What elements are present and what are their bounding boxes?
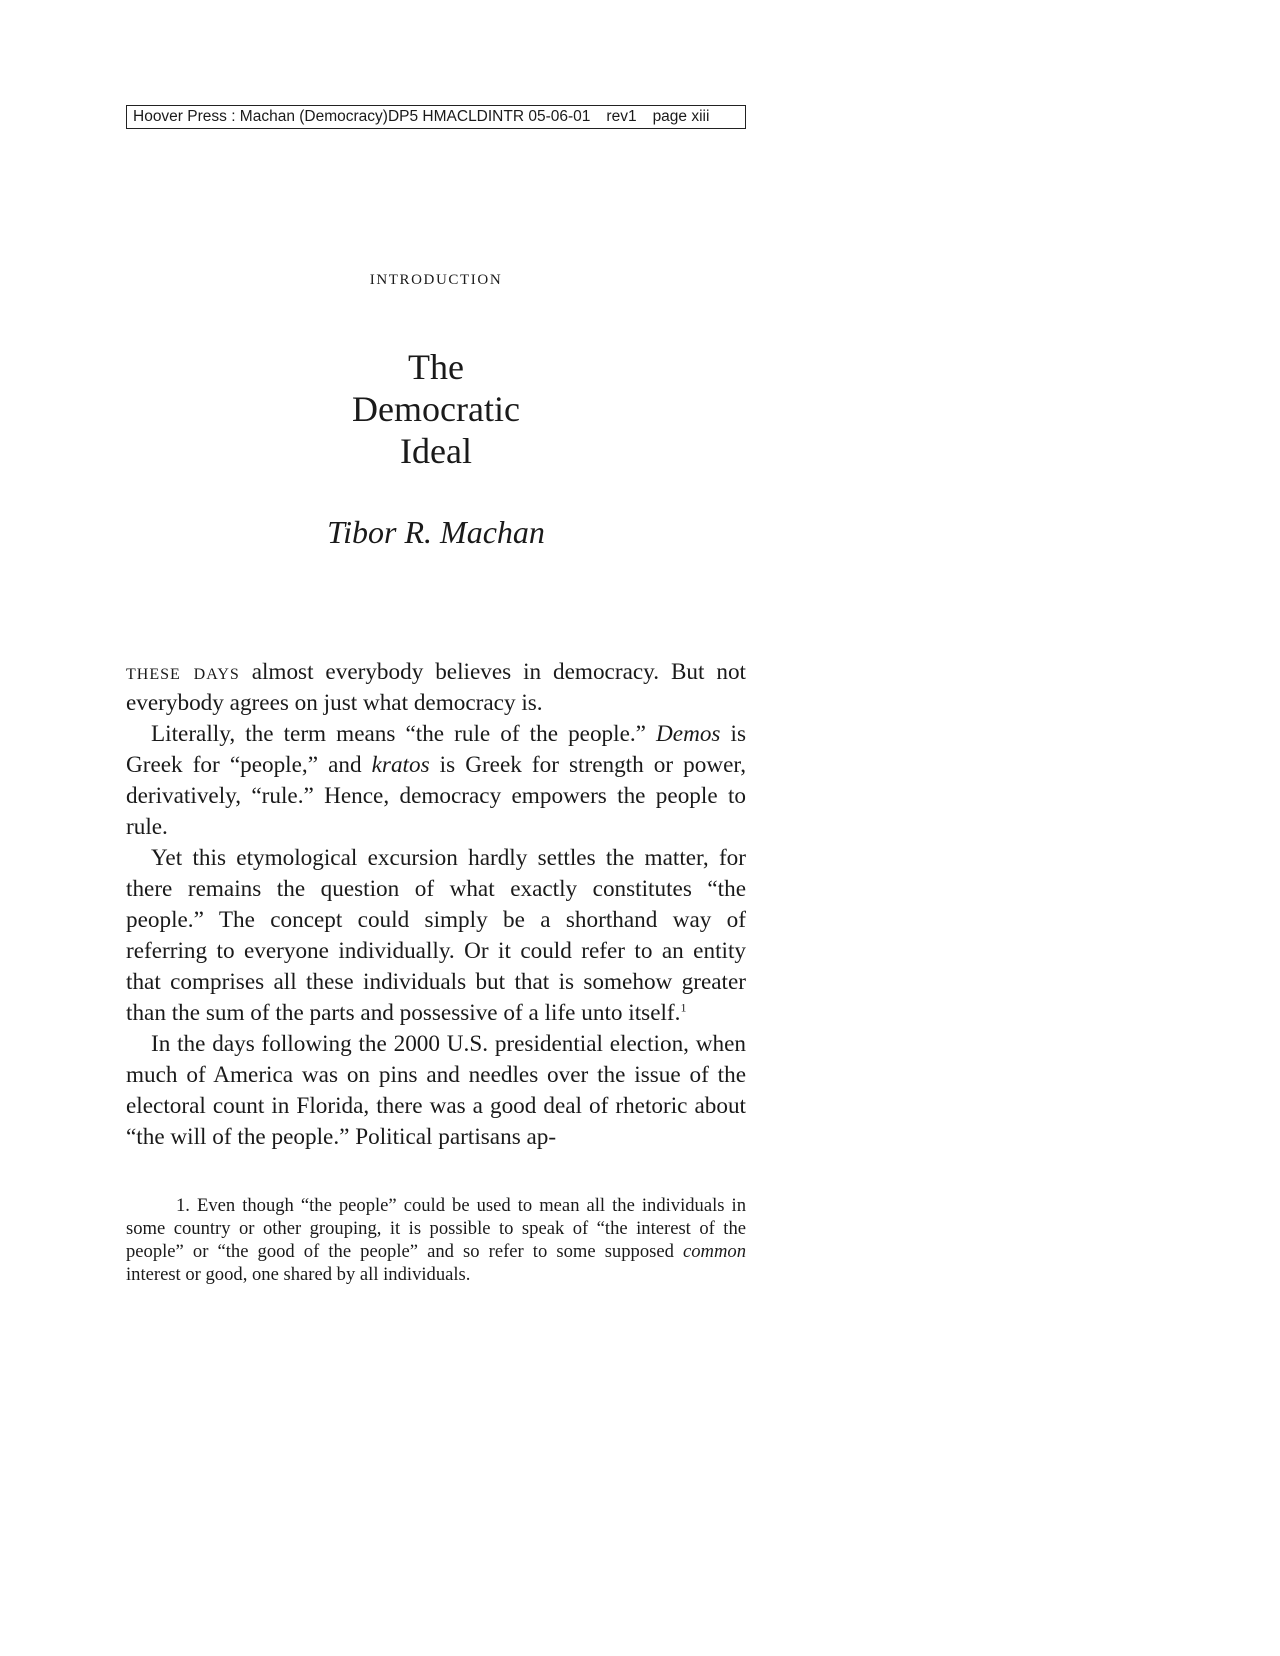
chapter-title-line: The <box>408 347 464 387</box>
header-page: page xiii <box>652 108 710 125</box>
footnote-text-part: 1. Even though “the people” could be used to mean all the individuals in some country or other grouping, it is possible to speak of “the interest of the people” or “the good of the people” and so refer to some supposed <box>126 1195 746 1262</box>
paragraph-text: Yet this etymological excursion hardly settles the matter, for there remains the question of what exactly constitutes “the people.” The concept could simply be a shorthand way of referring to everyone individually. Or it could refer to an entity that comprises all these individuals but that is somehow greater than the sum of the parts and possessive of a life unto itself. <box>126 845 746 1026</box>
paragraph <box>126 657 746 719</box>
paragraph <box>126 1029 746 1153</box>
footnote-text-part: interest or good, one shared by all individuals. <box>126 1264 471 1285</box>
chapter-title-line: Democratic <box>352 389 520 429</box>
footnote-text <box>126 1194 746 1286</box>
footnote <box>126 1194 746 1286</box>
body-text <box>126 657 746 1153</box>
italic-term-common: common <box>683 1241 746 1262</box>
header-rev: rev1 <box>606 108 637 125</box>
footnote-reference: 1 <box>680 1000 687 1015</box>
chapter-title <box>0 346 872 472</box>
paragraph-text: is Greek for strength or power, derivatively, “rule.” Hence, democracy empowers the people to rule. <box>126 752 746 840</box>
lead-in-smallcaps: these days <box>126 659 240 685</box>
paragraph-text: In the days following the 2000 U.S. presidential election, when much of America was on pins and needles over the issue of the electoral count in Florida, there was a good deal of rhetoric about “the will of the people.” Political partisans ap- <box>126 1031 746 1150</box>
paragraph-text: almost everybody believes in democracy. But not everybody agrees on just what democracy is. <box>126 659 746 716</box>
header-code: DP5 HMACLDINTR 05-06-01 <box>387 108 591 125</box>
paragraph <box>126 719 746 843</box>
author-name: Tibor R. Machan <box>327 514 545 550</box>
italic-term-kratos: kratos <box>371 752 430 778</box>
print-header <box>126 105 746 129</box>
paragraph <box>126 843 746 1029</box>
italic-term-demos: Demos <box>656 721 721 747</box>
chapter-title-line: Ideal <box>400 431 472 471</box>
chapter-label: INTRODUCTION <box>369 272 503 288</box>
paragraph-text: is Greek for “people,” and <box>126 721 746 778</box>
paragraph-text: Literally, the term means “the rule of the people.” <box>151 721 657 747</box>
header-publisher: Hoover Press : Machan (Democracy) <box>133 108 388 125</box>
